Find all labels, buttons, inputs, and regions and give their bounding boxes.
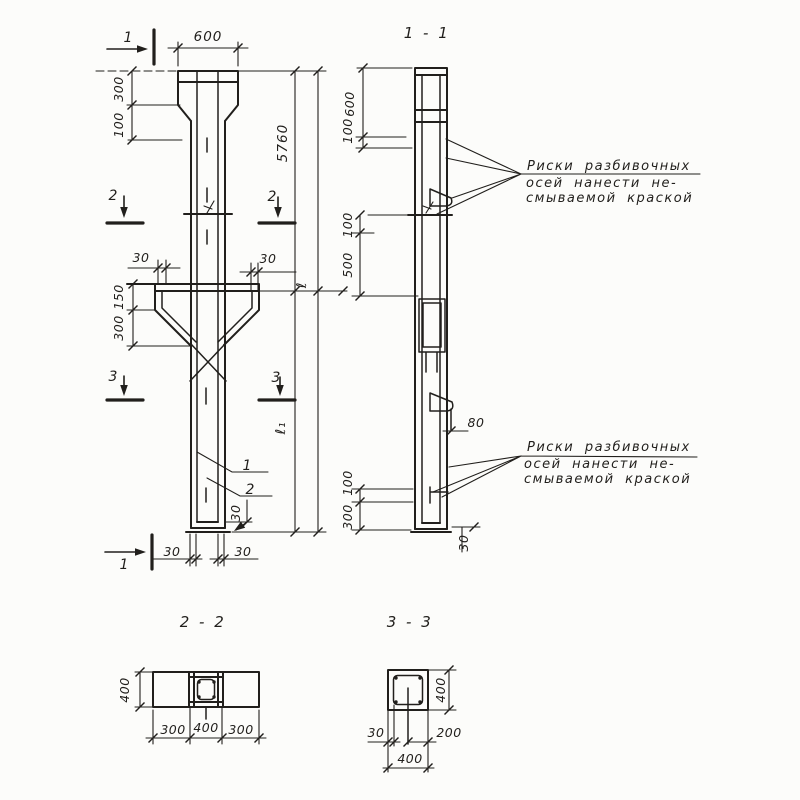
dim-side-head-length: 600 [342, 91, 357, 117]
side-base-lines [411, 523, 451, 532]
callout-leader-1 [197, 452, 268, 472]
section-marker-2-right [259, 189, 295, 223]
dim-2-2-left: 300 [160, 722, 186, 737]
dim-top-width: 600 [193, 29, 223, 45]
svg-text:2: 2 [108, 188, 118, 204]
dim-corbel-slope-height: 300 [111, 315, 126, 341]
section-title-3-3: 3 - 3 [386, 613, 434, 631]
dim-base-cover-right: 30 [234, 544, 252, 559]
section-3-3 [368, 613, 462, 773]
dim-corbel-cover-right: 30 [259, 251, 277, 266]
svg-text:2: 2 [267, 189, 277, 205]
side-joint-axis-mark [423, 202, 433, 213]
dim-2-2-middle: 400 [193, 720, 219, 735]
upper-lifting-loop [430, 189, 452, 206]
dim-3-3-width: 400 [397, 751, 423, 766]
dim-overall-length: 5760 [275, 123, 291, 163]
callout-leader-2 [207, 478, 272, 496]
section-title-2-2: 2 - 2 [179, 613, 227, 631]
dim-2-2-right: 300 [228, 722, 254, 737]
dim-side-base-cover: 30 [456, 534, 471, 552]
upper-note [526, 159, 693, 206]
corbel-cross-brace [190, 344, 226, 381]
dim-head-height: 300 [111, 76, 126, 102]
dim-2-2-height: 400 [117, 677, 132, 703]
upper-note-line-3: смываемой краской [526, 191, 694, 206]
section-marker-1-top [107, 30, 154, 64]
dim-side-base-axis: 100 [340, 470, 355, 496]
dim-base-cover-bottom: 30 [228, 504, 243, 522]
corbel-inner-outline [162, 291, 252, 342]
dim-corbel-cover-left: 30 [132, 250, 150, 265]
svg-text:1: 1 [123, 30, 133, 46]
section-marker-3-left [107, 369, 143, 400]
column-base-lines [186, 522, 230, 532]
svg-text:3: 3 [108, 369, 118, 385]
side-view-1-1 [340, 24, 700, 552]
corbel-outline [127, 284, 259, 345]
section-2-2-outline [153, 672, 259, 707]
upper-note-line-2: осей нанести не- [526, 176, 678, 191]
mark-lower-length: ℓ₁ [273, 421, 289, 435]
dim-3-3-cover: 30 [367, 725, 385, 740]
dim-side-head-axis: 100 [340, 118, 355, 144]
callout-item-2: 2 [245, 482, 255, 498]
svg-text:3: 3 [271, 370, 281, 386]
joint-axis-mark [204, 201, 214, 213]
lower-lifting-loop [430, 393, 453, 430]
section-marker-2-left [107, 188, 143, 223]
upper-note-line-1: Риски разбивочных [527, 159, 691, 174]
lower-note [524, 440, 691, 487]
dim-side-joint-axis: 100 [340, 212, 355, 238]
column-shaft-outline [191, 121, 225, 528]
lower-note-line-1: Риски разбивочных [527, 440, 691, 455]
dim-corbel-face-height: 150 [111, 284, 126, 310]
column-head-outline [178, 71, 238, 121]
mark-upper-length: ℓ [294, 281, 310, 289]
dim-side-joint-recess: 500 [340, 252, 355, 278]
dim-3-3-height: 400 [433, 677, 448, 703]
lower-note-line-3: смываемой краской [524, 472, 692, 487]
dim-side-base-embed: 300 [340, 504, 355, 530]
section-title-1-1: 1 - 1 [403, 24, 451, 42]
front-view [96, 29, 348, 573]
lower-note-line-2: осей нанести не- [524, 457, 676, 472]
dim-head-axis-offset: 100 [111, 112, 126, 138]
section-marker-1-bottom [105, 535, 152, 573]
dim-base-cover-left: 30 [163, 544, 181, 559]
section-marker-3-right [259, 370, 295, 400]
recess-box [419, 299, 445, 372]
dim-loop-offset: 80 [467, 415, 485, 430]
svg-text:1: 1 [119, 557, 129, 573]
section-2-2 [117, 613, 266, 744]
axis-risk-dashes [206, 138, 207, 502]
dim-3-3-center-to-edge: 200 [436, 725, 462, 740]
callout-item-1: 1 [242, 458, 252, 474]
